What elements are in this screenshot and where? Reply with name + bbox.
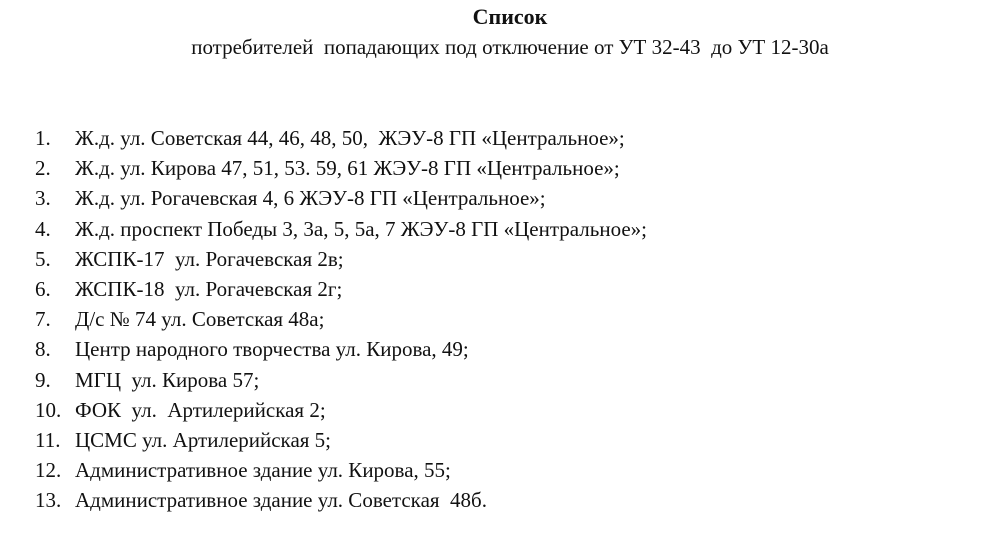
list-item-text: Ж.д. ул. Рогачевская 4, 6 ЖЭУ-8 ГП «Центральное»; xyxy=(75,186,546,211)
list-item xyxy=(35,215,647,245)
list-item xyxy=(35,335,647,365)
list-item-number: 3. xyxy=(35,186,51,211)
list-item-number: 4. xyxy=(35,216,51,241)
list-item xyxy=(35,154,647,184)
list-item-number: 5. xyxy=(35,246,51,271)
list-item-number: 13. xyxy=(35,488,62,513)
list-item-text: Административное здание ул. Кирова, 55; xyxy=(75,458,451,483)
list-item-number: 12. xyxy=(35,458,62,483)
list-item-number: 8. xyxy=(35,337,51,362)
list-item-text: ЖСПК-18 ул. Рогачевская 2г; xyxy=(75,276,343,301)
list-item-text: Ж.д. ул. Кирова 47, 51, 53. 59, 61 ЖЭУ-8 ГП «Центральное»; xyxy=(75,156,620,181)
list-item xyxy=(35,245,647,275)
list-item-text: ЦСМС ул. Артилерийская 5; xyxy=(75,427,332,452)
list-item-text: Д/с № 74 ул. Советская 48а; xyxy=(75,307,325,332)
list-item-text: ФОК ул. Артилерийская 2; xyxy=(75,397,326,422)
list-item xyxy=(35,486,647,516)
list-item xyxy=(35,275,647,305)
list-item xyxy=(35,426,647,456)
list-item-number: 6. xyxy=(35,276,51,301)
consumer-list xyxy=(35,124,647,516)
list-item-number: 2. xyxy=(35,156,51,181)
list-item-text: Административное здание ул. Советская 48б. xyxy=(75,488,487,513)
list-item-number: 11. xyxy=(35,427,61,452)
list-item-text: Ж.д. ул. Советская 44, 46, 48, 50, ЖЭУ-8 ГП «Центральное»; xyxy=(75,126,625,150)
list-item-text: ЖСПК-17 ул. Рогачевская 2в; xyxy=(75,246,344,271)
list-item-text: Ж.д. проспект Победы 3, 3а, 5, 5а, 7 ЖЭУ-8 ГП «Центральное»; xyxy=(75,216,648,241)
list-item-text: МГЦ ул. Кирова 57; xyxy=(75,367,260,392)
list-item-number: 10. xyxy=(35,397,62,422)
list-item-number: 1. xyxy=(35,126,51,150)
list-item-number: 7. xyxy=(35,307,51,332)
list-item xyxy=(35,396,647,426)
document-title: Список xyxy=(472,4,548,29)
list-item-text: Центр народного творчества ул. Кирова, 49; xyxy=(75,337,469,362)
list-item xyxy=(35,366,647,396)
list-item xyxy=(35,124,647,154)
document-subtitle: потребителей попадающих под отключение от УТ 32-43 до УТ 12-30а xyxy=(191,35,829,59)
list-item xyxy=(35,184,647,214)
list-item xyxy=(35,456,647,486)
list-item-number: 9. xyxy=(35,367,51,392)
list-item xyxy=(35,305,647,335)
